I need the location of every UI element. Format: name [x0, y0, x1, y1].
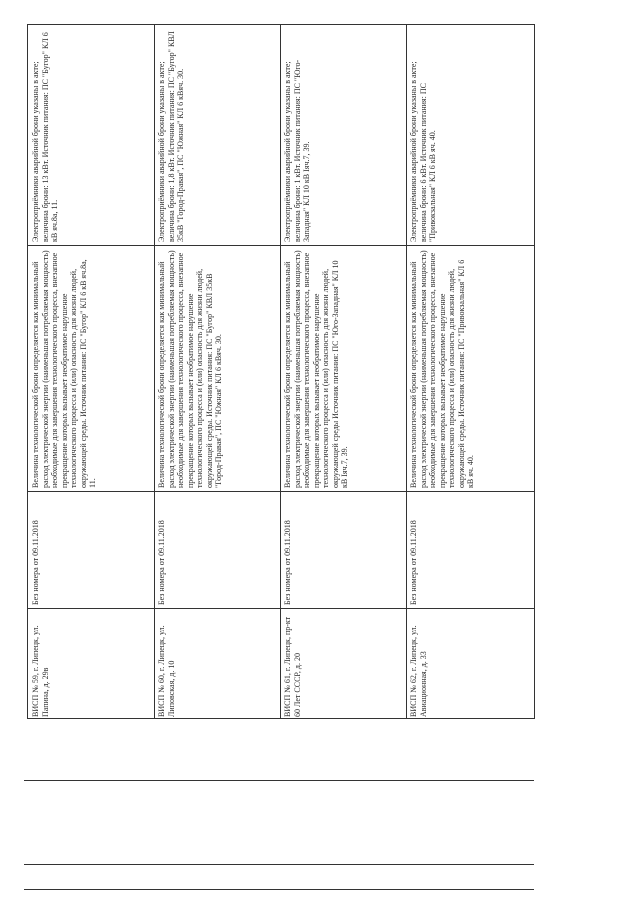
- column-divider: [28, 245, 534, 246]
- row-divider: [154, 25, 155, 718]
- object-cell: ВИСП № 62, г. Липецк, ул. Авиационная, д. 33: [409, 625, 428, 717]
- rule-line: [24, 780, 534, 781]
- rule-line: [24, 889, 534, 890]
- number-cell: Без номера от 09.11.2018: [31, 520, 40, 605]
- emergency-cell: Электроприёмники аварийной брони указаны в акте; величина брони: 1,8 кВт. Источник питания: ПС "Бугор" КВЛ 35кВ "Город-Правая", ПС "Южная" КЛ 6 кВяч. 30.: [157, 31, 185, 242]
- object-cell: ВИСП № 60, г. Липецк, ул. Липовская, д. 10: [157, 625, 176, 717]
- rule-line: [24, 864, 534, 865]
- object-cell: ВИСП № 59, г. Липецк, ул. Папина, д. 29в: [31, 625, 50, 717]
- number-cell: Без номера от 09.11.2018: [409, 520, 418, 605]
- description-cell: Величина технологической брони определяется как минимальный расход электрической энергии (наименьшая потребляемая мощность) необходимые для завершения технологического процесса, внезапное прекращение которых вызывает необратимое нарушение технологического процесса и (или) опасность для жизни людей, окружающей среды. Источник питания: ПС "Бугор" КЛ 6 кВ яч.8а, 11.: [31, 250, 97, 488]
- emergency-cell: Электроприёмники аварийной брони указаны в акте; величина брони: 1 кВт. Источник питания: ПС "Юго-Западная" КЛ 10 кВ Iяч.7, 39.: [283, 59, 311, 242]
- emergency-cell: Электроприёмники аварийной брони указаны в акте; величина брони: 6 кВт. Источник питания: ПС "Привокзальная" КЛ 6 кВ яч. 40.: [409, 61, 437, 242]
- object-cell: ВИСП № 61, г. Липецк, пр-кт 60 Лет СССР, д. 20: [283, 616, 302, 717]
- emergency-cell: Электроприёмники аварийной брони указаны в акте; величина брони: 13 кВт. Источник питания: ПС "Бугор" КЛ 6 кВ яч.8а, 11.: [31, 32, 59, 242]
- description-cell: Величина технологической брони определяется как минимальный расход электрической энергии (наименьшая потребляемая мощность) необходимые для завершения технологического процесса, внезапное прекращение которых вызывает необратимое нарушение технологического процесса и (или) опасность для жизни людей, окружающей среды. Источник питания: ПС "Бугор" КВЛ 35кВ "Город-Правая", ПС "Южная" КЛ 6 кВяч. 30.: [157, 250, 223, 488]
- number-cell: Без номера от 09.11.2018: [283, 520, 292, 605]
- row-divider: [280, 25, 281, 718]
- number-cell: Без номера от 09.11.2018: [157, 520, 166, 605]
- column-divider: [28, 608, 534, 609]
- row-divider: [406, 25, 407, 718]
- column-divider: [28, 491, 534, 492]
- description-cell: Величина технологической брони определяется как минимальный расход электрической энергии (наименьшая потребляемая мощность) необходимые для завершения технологического процесса, внезапное прекращение которых вызывает необратимое нарушение технологического процесса и (или) опасность для жизни людей, окружающей среды Источник питания: ПС "Юго-Западная" КЛ 10 кВ Iяч.7, 39.: [283, 250, 349, 488]
- reservation-table: [27, 24, 535, 719]
- description-cell: Величина технологической брони определяется как минимальный расход электрической энергии (наименьшая потребляемая мощность) необходимые для завершения технологического процесса, внезапное прекращение которых вызывает необратимое нарушение технологического процесса и (или) опасность для жизни людей, окружающей среды. Источник питания: ПС "Привокзальная" КЛ 6 кВ яч. 40.: [409, 250, 475, 488]
